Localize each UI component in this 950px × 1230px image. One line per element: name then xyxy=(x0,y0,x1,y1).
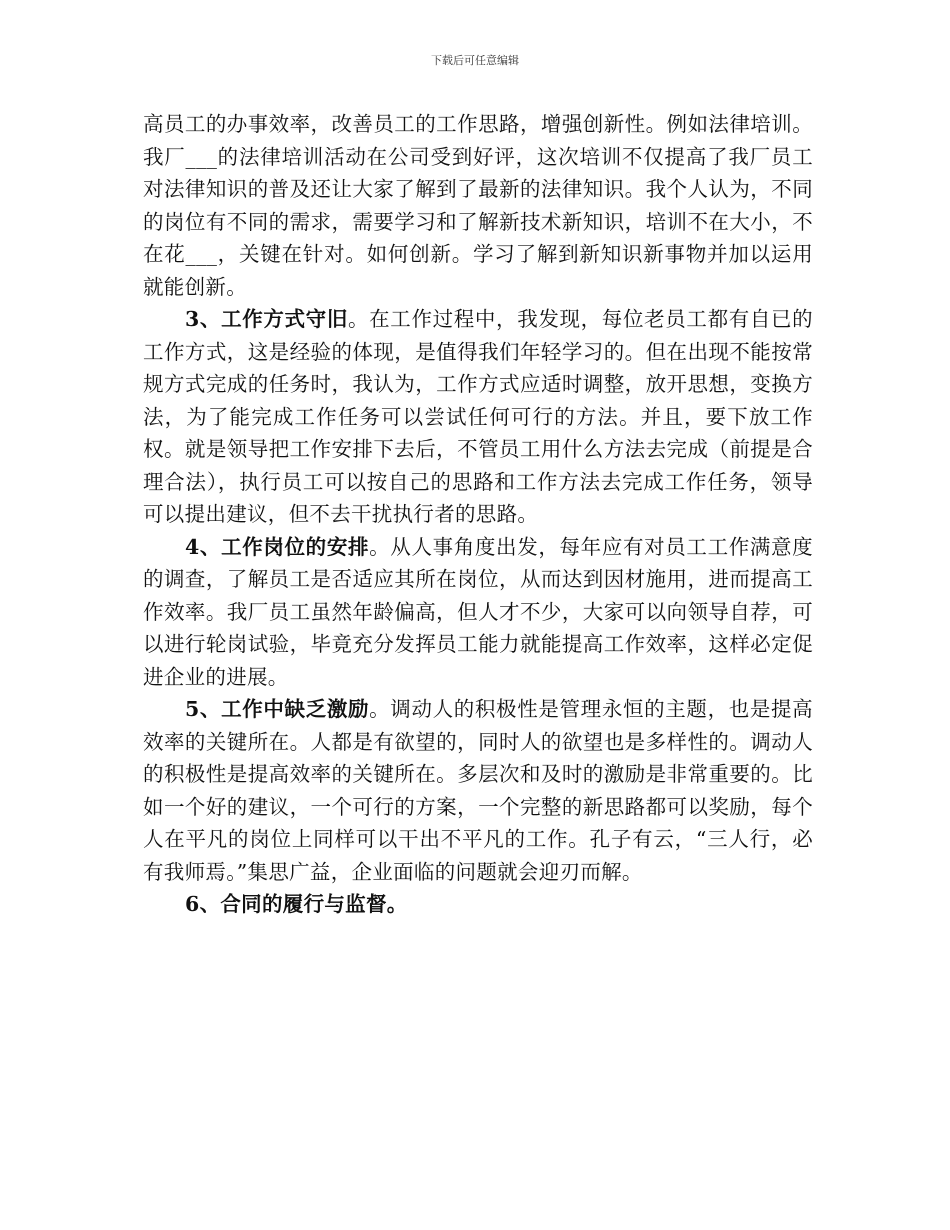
paragraph-job-arrangement xyxy=(143,531,813,694)
paragraph-text: 。从人事角度出发，每年应有对员工工作满意度的调查，了解员工是否适应其所在岗位，从而达到因材施用，进而提高工作效率。我厂员工虽然年龄偏高，但人才不少，大家可以向领导自荐，可以进行轮岗试验，毕竟充分发挥员工能力就能提高工作效率，这样必定促进企业的进展。 xyxy=(143,534,813,689)
paragraph-continuation xyxy=(143,108,813,303)
paragraph-incentives xyxy=(143,693,813,888)
section-heading: 5、工作中缺乏激励 xyxy=(185,697,370,721)
paragraph-text: 。在工作过程中，我发现，每位老员工都有自已的工作方式，这是经验的体现，是值得我们年轻学习的。但在出现不能按常规方式完成的任务时，我认为，工作方式应适时调整，放开思想，变换方法，为了能完成工作任务可以尝试任何可行的方法。并且，要下放工作权。就是领导把工作安排下去后，不管员工用什么方法去完成（前提是合理合法），执行员工可以按自己的思路和工作方法去完成工作任务，领导可以提出建议，但不去干扰执行者的思路。 xyxy=(143,307,813,526)
paragraph-text: 高员工的办事效率，改善员工的工作思路，增强创新性。例如法律培训。我厂___的法律培训活动在公司受到好评，这次培训不仅提高了我厂员工对法律知识的普及还让大家了解到了最新的法律知识。我个人认为，不同的岗位有不同的需求，需要学习和了解新技术新知识，培训不在大小，不在花___，关键在针对。如何创新。学习了解到新知识新事物并加以运用就能创新。 xyxy=(143,112,813,299)
paragraph-text: 。调动人的积极性是管理永恒的主题，也是提高效率的关键所在。人都是有欲望的，同时人的欲望也是多样性的。调动人的积极性是提高效率的关键所在。多层次和及时的激励是非常重要的。比如一个好的建议，一个可行的方案，一个完整的新思路都可以奖励，每个人在平凡的岗位上同样可以干出不平凡的工作。孔子有云，“三人行，必有我师焉。”集思广益，企业面临的问题就会迎刃而解。 xyxy=(143,697,813,884)
section-heading: 4、工作岗位的安排 xyxy=(185,534,370,559)
paragraph-contract xyxy=(143,888,813,921)
page-header: 下载后可任意编辑 xyxy=(431,54,519,67)
paragraph-work-methods xyxy=(143,303,813,531)
section-heading: 3、工作方式守旧 xyxy=(185,307,348,331)
document-body xyxy=(143,108,813,921)
section-heading: 6、合同的履行与监督。 xyxy=(185,892,408,916)
